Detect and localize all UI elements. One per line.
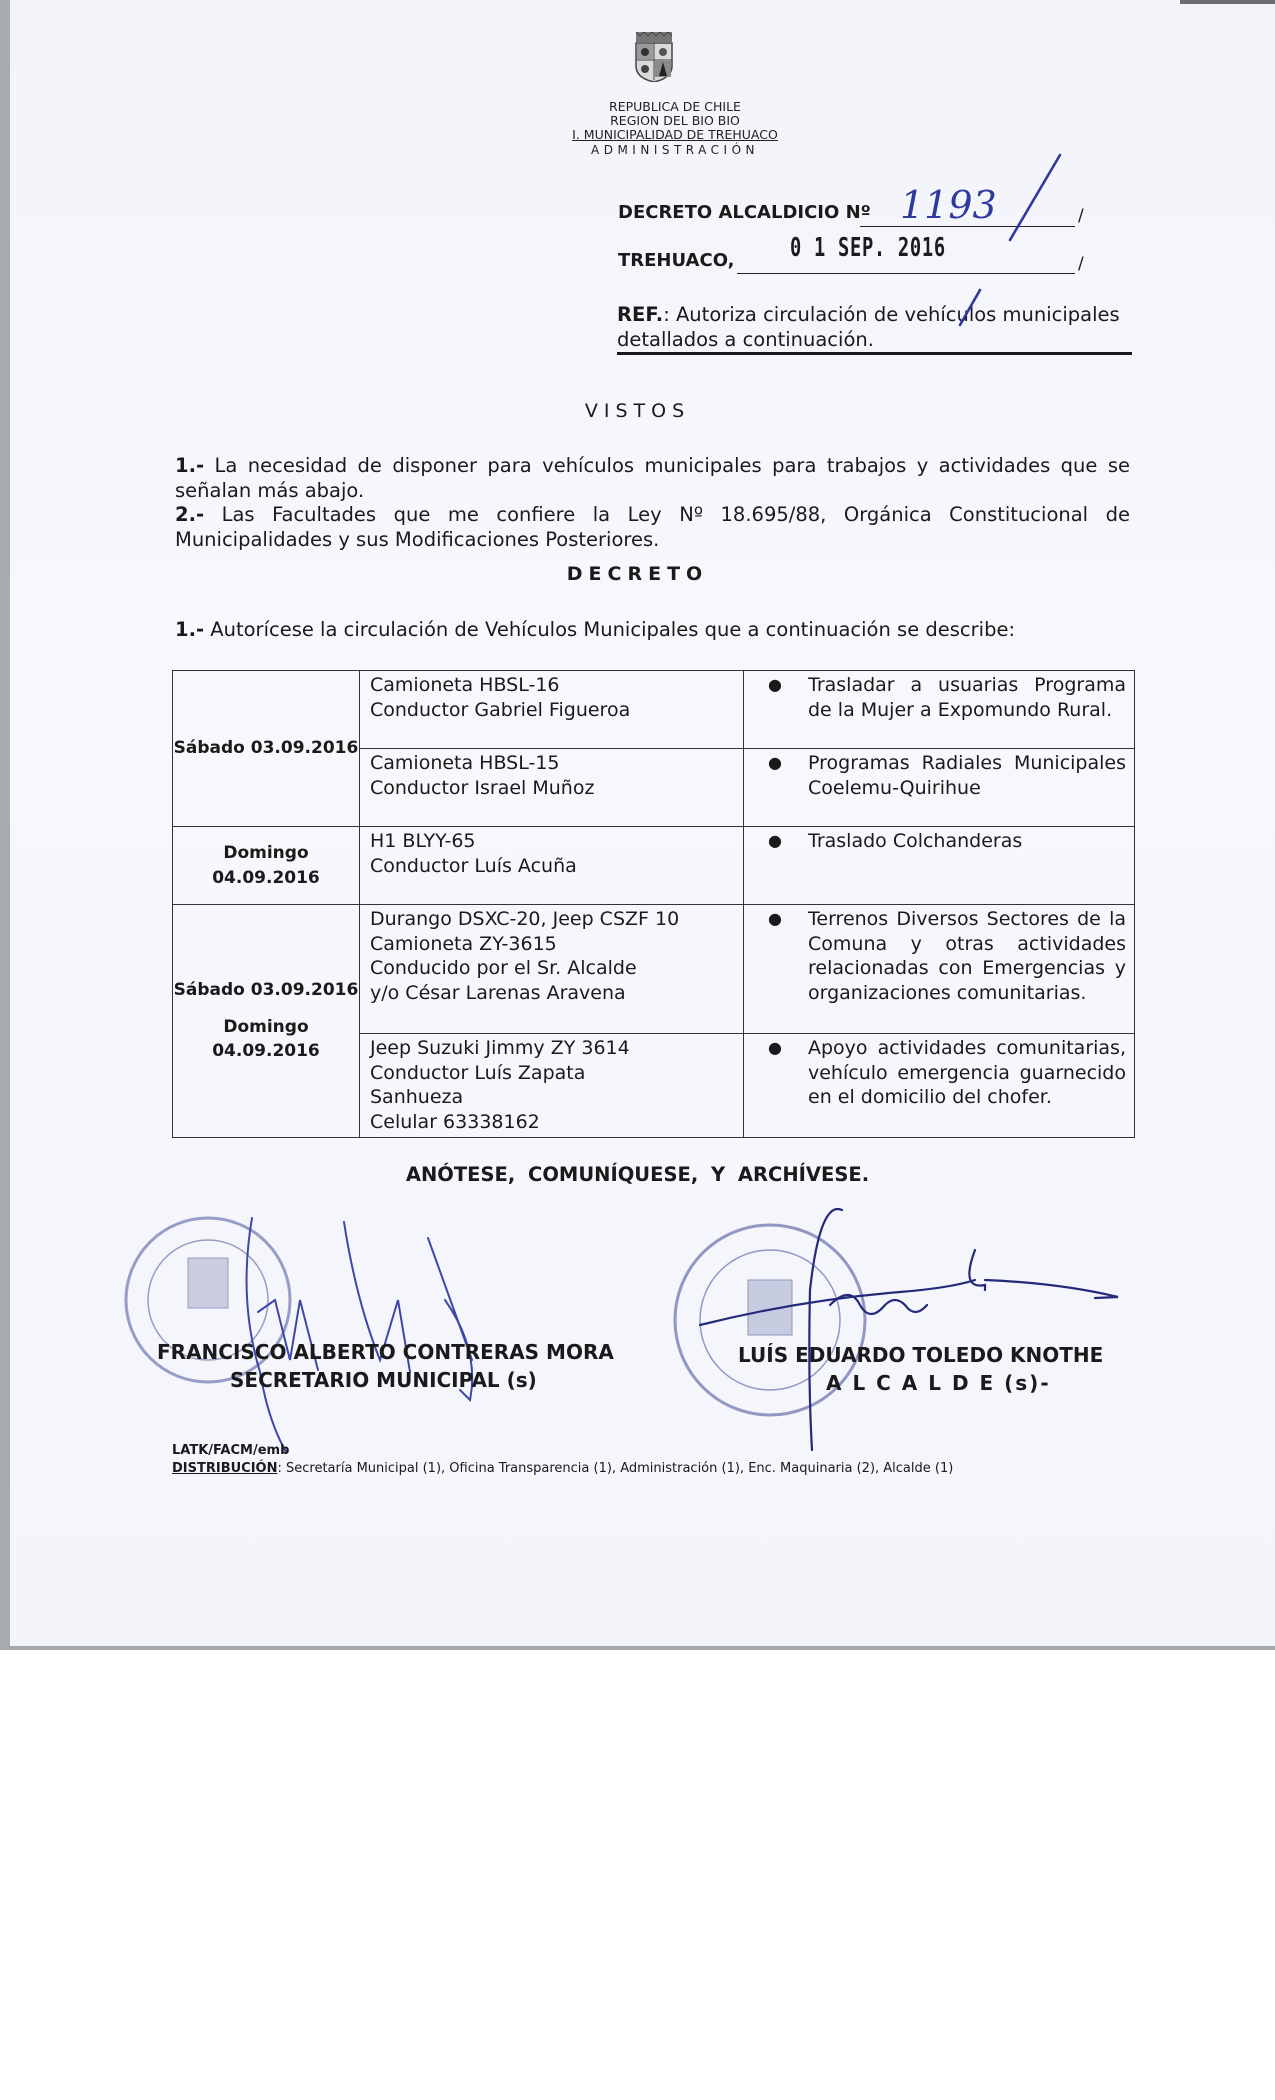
vehicle-line: Camioneta ZY-3615 <box>370 932 557 955</box>
decreto-item-1-text: Autorícese la circulación de Vehículos Municipales que a continuación se describe: <box>204 618 1016 641</box>
place-label: TREHUACO, <box>618 250 735 271</box>
date-text: Sábado 03.09.2016 <box>173 738 359 759</box>
vistos-item-2 <box>175 503 1130 552</box>
driver-line: Conducido por el Sr. Alcalde <box>370 957 637 979</box>
distribution <box>172 1461 953 1476</box>
mayor-name: LUÍS EDUARDO TOLEDO KNOTHE <box>738 1343 1104 1367</box>
driver-line: Conductor Israel Muñoz <box>370 776 595 799</box>
activity-cell <box>744 1034 1135 1138</box>
activity-cell <box>744 827 1135 905</box>
vehicles-table <box>172 670 1135 1138</box>
date-cell <box>173 671 360 827</box>
activity-text: Terrenos Diversos Sectores de la Comuna y otras actividades relacionadas con Emergencias y organizaciones comunitarias. <box>808 908 1126 1004</box>
activity-cell <box>744 671 1135 749</box>
vistos-item-2-text: Las Facultades que me confiere la Ley Nº 18.695/88, Orgánica Constitucional de Municipalidades y sus Modificaciones Posteriores. <box>175 503 1130 551</box>
date-blank <box>737 273 1075 274</box>
vehicle-cell <box>360 827 744 905</box>
ref-label: REF. <box>617 303 664 326</box>
municipal-crest-icon <box>632 32 676 82</box>
vehicle-cell <box>360 749 744 827</box>
date-slash: / <box>1078 254 1084 274</box>
mayor-title: A L C A L D E (s)- <box>826 1371 1051 1395</box>
activity-text: Programas Radiales Municipales Coelemu-Quirihue <box>808 752 1126 799</box>
activity-text: Traslado Colchanderas <box>808 830 1023 852</box>
phone-line: Celular 63338162 <box>370 1110 540 1133</box>
table-row <box>173 671 1135 749</box>
activity-cell <box>744 905 1135 1034</box>
table-row <box>173 827 1135 905</box>
vehicle-cell <box>360 671 744 749</box>
letterhead-line-4: ADMINISTRACIÓN <box>591 143 759 157</box>
letterhead-line-2: REGION DEL BIO BIO <box>610 113 740 128</box>
decree-number-handwritten: 1193 <box>900 183 997 227</box>
decree-number-blank <box>860 226 1075 227</box>
decree-number-slash: / <box>1078 206 1084 226</box>
decree-number-label: DECRETO ALCALDICIO Nº <box>618 202 871 223</box>
reference-rule <box>617 352 1132 355</box>
driver-line: Conductor Luís Zapata <box>370 1061 586 1084</box>
bullet-icon: ● <box>768 1038 782 1057</box>
activity-text: Trasladar a usuarias Programa de la Mujer a Expomundo Rural. <box>808 674 1126 721</box>
date-stamp: 0 1 SEP. 2016 <box>790 233 946 263</box>
vistos-item-1-text: La necesidad de disponer para vehículos municipales para trabajos y actividades que se señalan más abajo. <box>175 454 1130 502</box>
ref-text: : Autoriza circulación de vehículos municipales detallados a continuación. <box>617 303 1120 351</box>
initials-text: LATK/FACM/emb <box>172 1443 290 1458</box>
letterhead-line-3: I. MUNICIPALIDAD DE TREHUACO <box>572 127 778 142</box>
secretary-name: FRANCISCO ALBERTO CONTRERAS MORA <box>157 1340 614 1364</box>
initials <box>172 1443 289 1458</box>
activity-cell <box>744 749 1135 827</box>
vehicle-line: Jeep Suzuki Jimmy ZY 3614 <box>370 1037 630 1059</box>
vehicle-line: Camioneta HBSL-16 <box>370 674 560 696</box>
vehicle-line: Durango DSXC-20, Jeep CSZF 10 <box>370 908 680 930</box>
vistos-item-2-num: 2.- <box>175 503 205 526</box>
distribution-text: : Secretaría Municipal (1), Oficina Transparencia (1), Administración (1), Enc. Maquinaria (2), Alcalde (1) <box>277 1461 954 1476</box>
date-text: Sábado 03.09.2016 <box>173 980 359 1001</box>
vehicle-cell <box>360 1034 744 1138</box>
driver-line: y/o César Larenas Aravena <box>370 981 626 1004</box>
vistos-heading: VISTOS <box>584 400 691 422</box>
decreto-item-1-num: 1.- <box>175 618 205 641</box>
bullet-icon: ● <box>768 675 782 694</box>
letterhead-line-1: REPUBLICA DE CHILE <box>609 99 741 114</box>
bullet-icon: ● <box>768 831 782 850</box>
decreto-heading: DECRETO <box>566 563 709 585</box>
distribution-label: DISTRIBUCIÓN <box>172 1461 278 1476</box>
closing-formula: ANÓTESE, COMUNÍQUESE, Y ARCHÍVESE. <box>405 1163 870 1186</box>
reference <box>617 302 1132 352</box>
activity-text: Apoyo actividades comunitarias, vehículo emergencia guarnecido en el domicilio del chofer. <box>808 1037 1126 1108</box>
vehicle-line: H1 BLYY-65 <box>370 830 476 852</box>
table-row <box>173 905 1135 1034</box>
bullet-icon: ● <box>768 909 782 928</box>
vehicle-cell <box>360 905 744 1034</box>
vistos-item-1-num: 1.- <box>175 454 205 477</box>
driver-line: Conductor Gabriel Figueroa <box>370 698 631 721</box>
date-cell <box>173 827 360 905</box>
date-text: Domingo 04.09.2016 <box>212 1016 320 1062</box>
bullet-icon: ● <box>768 753 782 772</box>
date-cell <box>173 905 360 1138</box>
vehicle-line: Camioneta HBSL-15 <box>370 752 560 774</box>
decreto-item-1 <box>175 618 1130 643</box>
vistos-item-1 <box>175 454 1130 503</box>
scan-edge <box>1180 0 1275 4</box>
secretary-title: SECRETARIO MUNICIPAL (s) <box>230 1368 537 1392</box>
driver-line: Sanhueza <box>370 1086 464 1108</box>
driver-line: Conductor Luís Acuña <box>370 854 577 877</box>
date-text: Domingo 04.09.2016 <box>212 843 320 888</box>
